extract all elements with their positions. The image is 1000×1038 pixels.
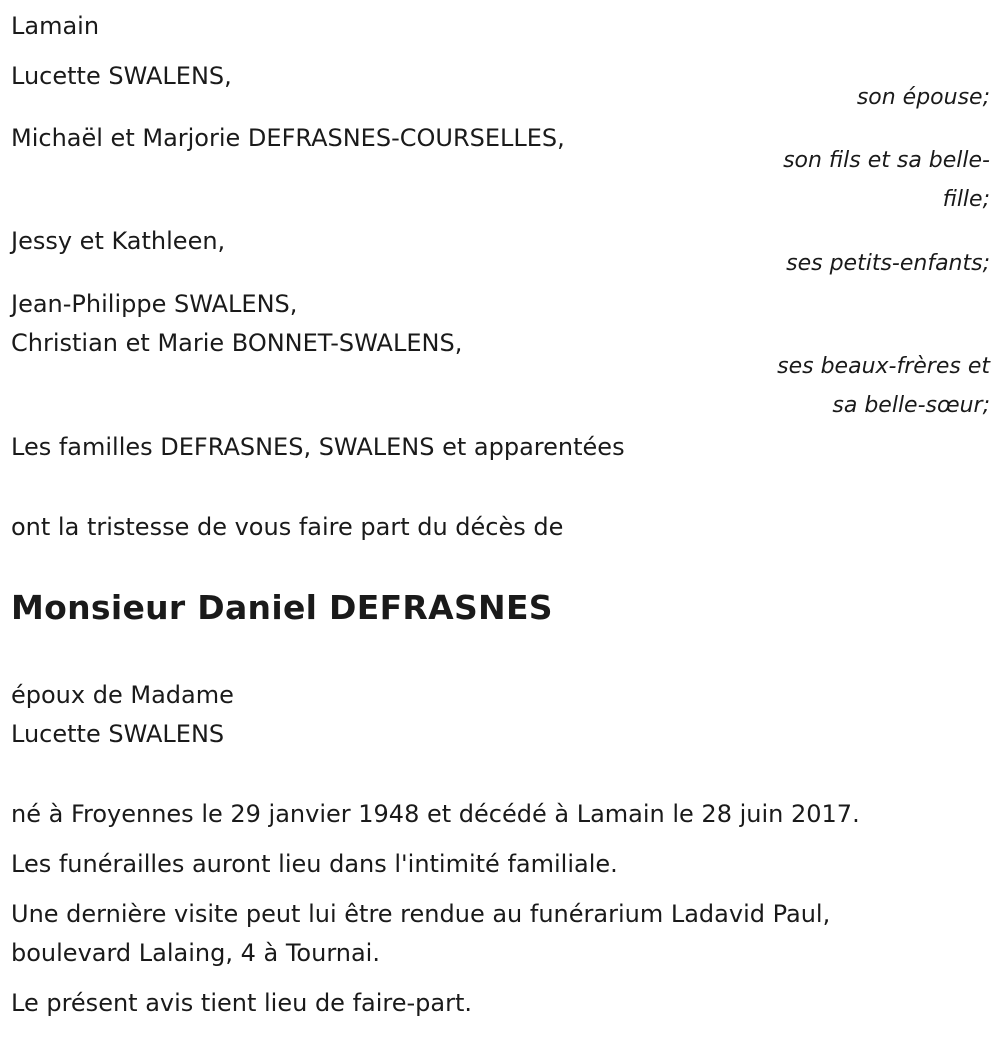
birth-death-line: né à Froyennes le 29 janvier 1948 et décédé à Lamain le 28 juin 2017. <box>11 800 860 828</box>
relation-son-line1: son fils et sa belle- <box>783 148 990 173</box>
visit-line-1: Une dernière visite peut lui être rendue au funérarium Ladavid Paul, <box>11 900 831 928</box>
relation-son-line2: fille; <box>942 187 990 212</box>
notice-line: Le présent avis tient lieu de faire-part. <box>11 989 473 1017</box>
family-name-son: Michaël et Marjorie DEFRASNES-COURSELLES, <box>11 124 565 152</box>
family-name-inlaw-1: Jean-Philippe SWALENS, <box>11 290 298 318</box>
families-line: Les familles DEFRASNES, SWALENS et apparentées <box>11 433 625 461</box>
deceased-name: Monsieur Daniel DEFRASNES <box>11 588 553 627</box>
location: Lamain <box>11 12 100 40</box>
visit-line-2: boulevard Lalaing, 4 à Tournai. <box>11 939 380 967</box>
family-name-grandchildren: Jessy et Kathleen, <box>11 227 226 255</box>
relation-inlaws-line1: ses beaux-frères et <box>777 354 990 379</box>
relation-grandchildren: ses petits-enfants; <box>786 251 990 276</box>
spouse-line-2: Lucette SWALENS <box>11 720 225 748</box>
funeral-line: Les funérailles auront lieu dans l'intimité familiale. <box>11 850 618 878</box>
family-name-spouse: Lucette SWALENS, <box>11 62 232 90</box>
family-name-inlaw-2: Christian et Marie BONNET-SWALENS, <box>11 329 463 357</box>
relation-spouse: son épouse; <box>856 85 990 110</box>
relation-inlaws-line2: sa belle-sœur; <box>832 393 990 418</box>
spouse-line-1: époux de Madame <box>11 681 234 709</box>
intro-line: ont la tristesse de vous faire part du décès de <box>11 513 564 541</box>
